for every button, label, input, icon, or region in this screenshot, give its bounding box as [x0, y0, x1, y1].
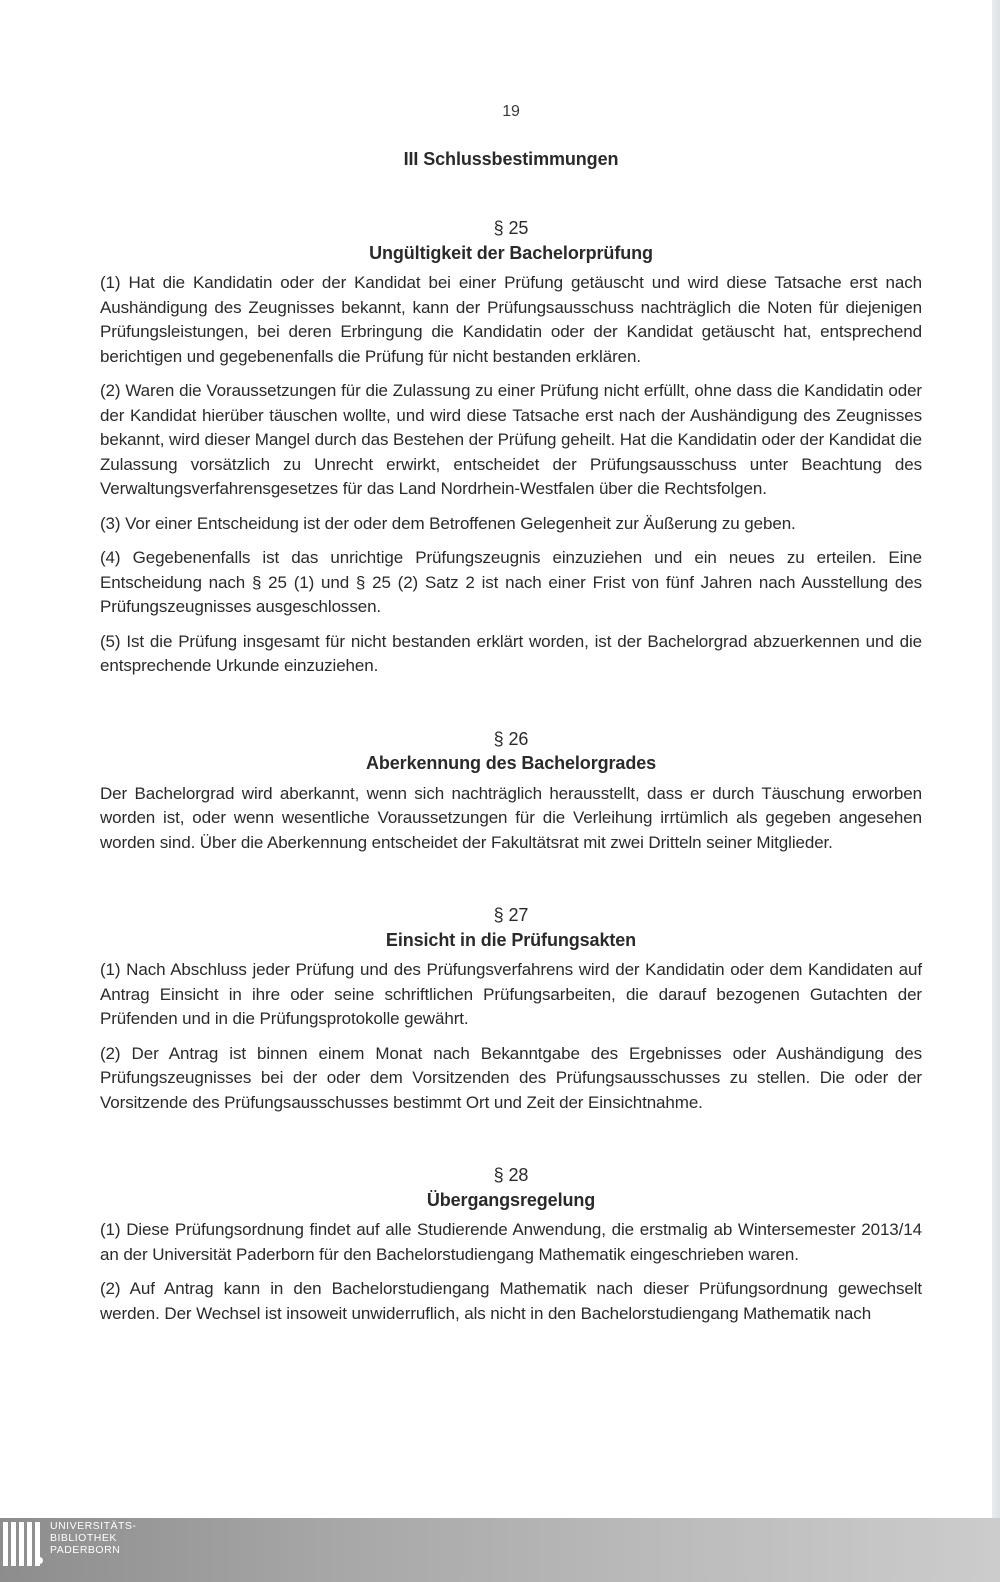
paragraph: (1) Hat die Kandidatin oder der Kandidat bei einer Prüfung getäuscht und wird diese Tatsache erst nach Aushändigung des Zeugnisses bekannt, kann der Prüfungsausschuss nachträglich die Noten für diejenigen Prüfungsleistungen, bei deren Erbringung die Kandidatin oder der Kandidat getäuscht hat, entsprechend berichtigen und gegebenenfalls die Prüfung für nicht bestanden erklären.: [100, 273, 922, 366]
section-27: [100, 903, 922, 1115]
logo-line: UNIVERSITÄTS-: [50, 1520, 137, 1532]
logo-line: BIBLIOTHEK: [50, 1532, 117, 1544]
section-title: Einsicht in die Prüfungsakten: [385, 929, 637, 950]
page-number: 19: [502, 103, 520, 120]
paragraph: (2) Der Antrag ist binnen einem Monat nach Bekanntgabe des Ergebnisses oder Aushändigung des Prüfungszeugnisses bei der oder dem Vorsitzenden des Prüfungsausschusses zu stellen. Die oder der Vorsitzende des Prüfungsausschusses bestimmt Ort und Zeit der Einsichtnahme.: [100, 1043, 922, 1112]
logo-line: PADERBORN: [50, 1544, 121, 1556]
section-25: [100, 216, 922, 679]
scan-edge: [992, 0, 1000, 1530]
section-number: § 25: [493, 218, 529, 238]
section-number: § 28: [493, 1165, 529, 1185]
footer-bar: [0, 1518, 1000, 1582]
paragraph: (1) Diese Prüfungsordnung findet auf alle Studierende Anwendung, die erstmalig ab Wintersemester 2013/14 an der Universität Paderborn für den Bachelorstudiengang Mathematik eingeschrieben waren.: [100, 1220, 922, 1264]
part-title: III Schlussbestimmungen: [403, 148, 619, 169]
paragraph: Der Bachelorgrad wird aberkannt, wenn sich nachträglich herausstellt, dass er durch Täuschung erworben worden ist, oder wenn wesentliche Voraussetzungen für die Verleihung irrtümlich als gegeben angesehen worden sind. Über die Aberkennung entscheidet der Fakultätsrat mit zwei Dritteln seiner Mitglieder.: [100, 783, 922, 852]
paragraph: (2) Auf Antrag kann in den Bachelorstudiengang Mathematik nach dieser Prüfungsordnung gewechselt werden. Der Wechsel ist insoweit unwiderruflich, als nicht in den Bachelorstudiengang Mathematik nach: [100, 1279, 922, 1323]
paragraph: (3) Vor einer Entscheidung ist der oder dem Betroffenen Gelegenheit zur Äußerung zu geben.: [100, 513, 796, 533]
library-logo: [0, 1518, 136, 1568]
section-title: Aberkennung des Bachelorgrades: [365, 753, 657, 773]
section-number: § 27: [493, 905, 529, 925]
paragraph: (1) Nach Abschluss jeder Prüfung und des Prüfungsverfahrens wird der Kandidatin oder dem Kandidaten auf Antrag Einsicht in ihre oder seine schriftlichen Prüfungsarbeiten, die darauf bezogenen Gutachten der Prüfenden und in die Prüfungsprotokolle gewährt.: [100, 960, 922, 1028]
section-26: [100, 727, 922, 856]
logo-dot-icon: [36, 1557, 43, 1564]
section-number: § 26: [493, 728, 529, 749]
section-title: Übergangsregelung: [426, 1189, 596, 1210]
library-logo-text: [50, 1520, 136, 1556]
paragraph: (4) Gegebenenfalls ist das unrichtige Prüfungszeugnis einzuziehen und ein neues zu erteilen. Eine Entscheidung nach § 25 (1) und § 25 (2) Satz 2 ist nach einer Frist von fünf Jahren nach Ausstellung des Prüfungszeugnisses ausgeschlossen.: [100, 548, 922, 616]
library-logo-icon: [3, 1522, 40, 1566]
section-title: Ungültigkeit der Bachelorprüfung: [369, 242, 653, 263]
document-content: [100, 100, 922, 1374]
section-28: [100, 1163, 922, 1326]
paragraph: (5) Ist die Prüfung insgesamt für nicht bestanden erklärt worden, ist der Bachelorgrad abzuerkennen und die entsprechende Urkunde einzuziehen.: [100, 631, 922, 675]
paragraph: (2) Waren die Voraussetzungen für die Zulassung zu einer Prüfung nicht erfüllt, ohne dass die Kandidatin oder der Kandidat hierüber täuschen wollte, und wird diese Tatsache erst nach der Aushändigung des Zeugnisses bekannt, wird dieser Mangel durch das Bestehen der Prüfung geheilt. Hat die Kandidatin oder der Kandidat die Zulassung vorsätzlich zu Unrecht erwirkt, entscheidet der Prüfungsausschuss unter Beachtung des Verwaltungsverfahrensgesetzes für das Land Nordrhein-Westfalen über die Rechtsfolgen.: [100, 381, 922, 498]
